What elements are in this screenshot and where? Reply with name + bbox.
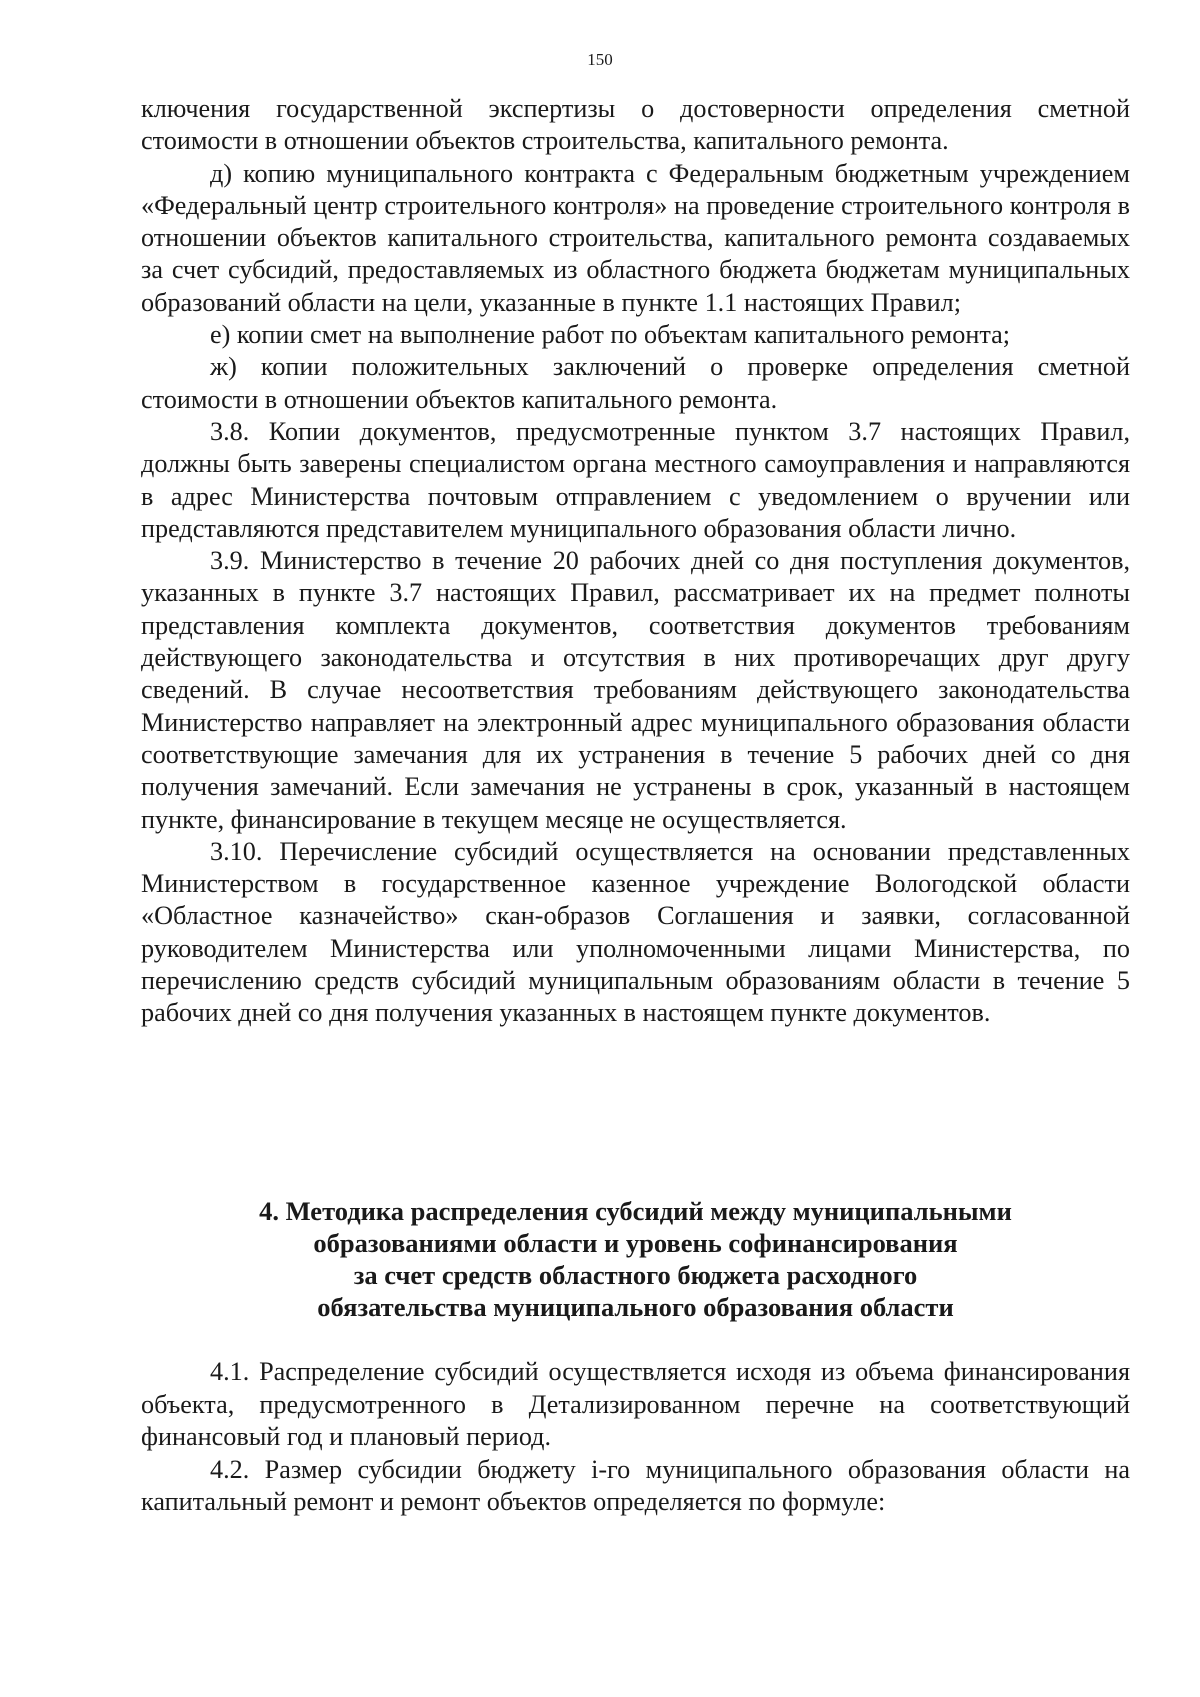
paragraph-item-e: е) копии смет на выполнение работ по объектам капитального ремонта;: [210, 320, 1010, 350]
section-4-body: [141, 1356, 1130, 1519]
paragraph-continuation: ключения государственной экспертизы о достоверности определения сметной стоимости в отношении объектов строительства, капитального ремонта.: [141, 94, 1130, 156]
document-body: [141, 93, 1130, 1030]
paragraph-3-8: 3.8. Копии документов, предусмотренные пунктом 3.7 настоящих Правил, должны быть заверены специалистом органа местного самоуправления и направляются в адрес Министерства почтовым отправлением с уведомлением о вручении или представляются представителем муниципального образования области лично.: [141, 416, 1130, 543]
heading-line: образованиями области и уровень софинансирования: [313, 1228, 958, 1258]
paragraph-item-zh: ж) копии положительных заключений о проверке определения сметной стоимости в отношении объектов капитального ремонта.: [141, 352, 1130, 414]
paragraph-3-10: 3.10. Перечисление субсидий осуществляется на основании представленных Министерством в государственное казенное учреждение Вологодской области «Областное казначейство» скан-образов Соглашения и заявки, согласованной руководителем Министерства или уполномоченными лицами Министерства, по перечислению средств субсидий муниципальным образованиям области в течение 5 рабочих дней со дня получения указанных в настоящем пункте документов.: [141, 836, 1130, 1028]
paragraph-4-2: 4.2. Размер субсидии бюджету i-го муниципального образования области на капитальный ремонт и ремонт объектов определяется по формуле:: [141, 1454, 1130, 1516]
page-number: 150: [587, 50, 613, 69]
heading-line: за счет средств областного бюджета расходного: [353, 1260, 918, 1290]
section-4-heading: [141, 1195, 1130, 1323]
paragraph-4-1: 4.1. Распределение субсидий осуществляется исходя из объема финансирования объекта, предусмотренного в Детализированном перечне на соответствующий финансовый год и плановый период.: [141, 1357, 1130, 1451]
heading-line: обязательства муниципального образования области: [317, 1292, 954, 1322]
heading-line: 4. Методика распределения субсидий между муниципальными: [259, 1196, 1012, 1226]
paragraph-3-9: 3.9. Министерство в течение 20 рабочих дней со дня поступления документов, указанных в пункте 3.7 настоящих Правил, рассматривает их на предмет полноты представления комплекта документов, соответствия документов требованиям действующего законодательства и отсутствия в них противоречащих друг другу сведений. В случае несоответствия требованиям действующего законодательства Министерство направляет на электронный адрес муниципального образования области соответствующие замечания для их устранения в течение 5 рабочих дней со дня получения замечаний. Если замечания не устранены в срок, указанный в настоящем пункте, финансирование в текущем месяце не осуществляется.: [141, 546, 1130, 834]
paragraph-item-d: д) копию муниципального контракта с Федеральным бюджетным учреждением «Федеральный центр строительного контроля» на проведение строительного контроля в отношении объектов капитального строительства, капитального ремонта создаваемых за счет субсидий, предоставляемых из областного бюджета бюджетам муниципальных образований области на цели, указанные в пункте 1.1 настоящих Правил;: [141, 158, 1130, 317]
